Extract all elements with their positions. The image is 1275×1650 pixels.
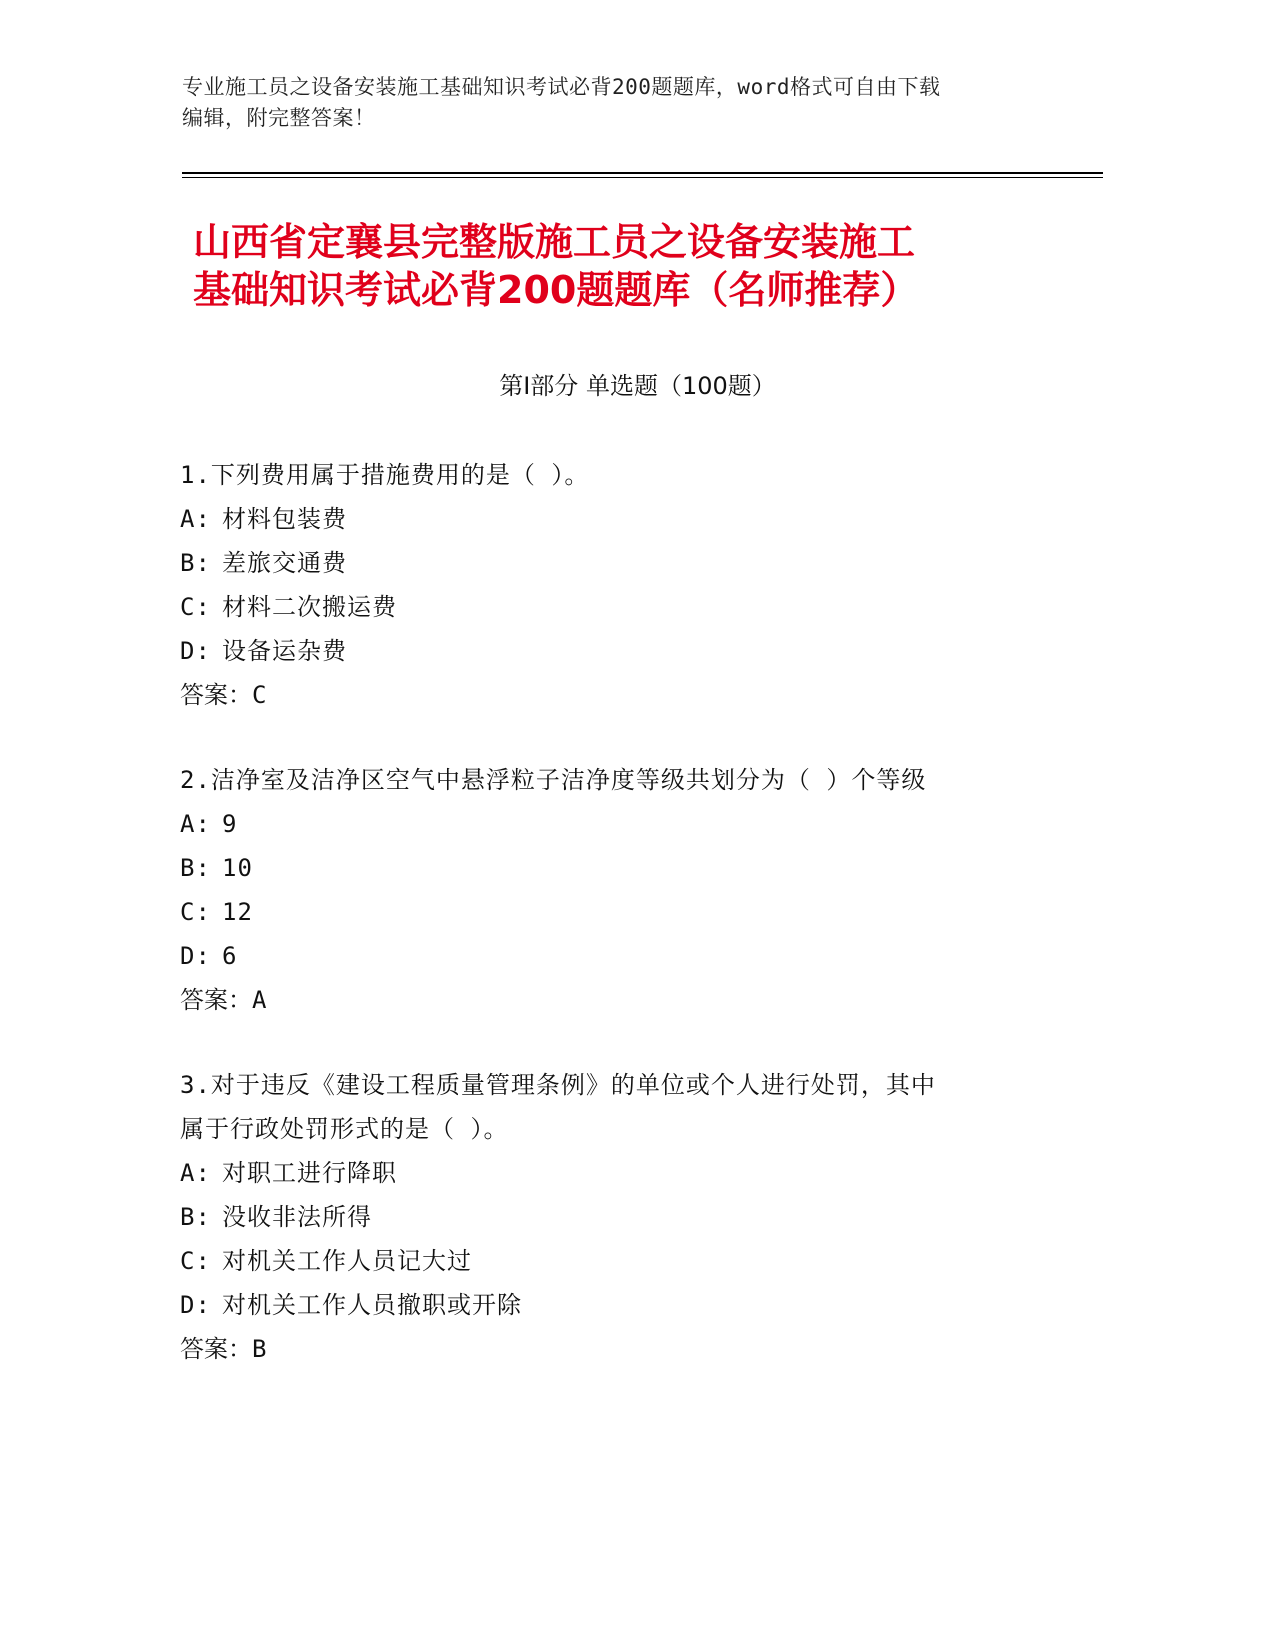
option-d xyxy=(180,629,1060,673)
header-rule-thick xyxy=(182,172,1103,174)
answer-value: C xyxy=(252,681,267,709)
option-d xyxy=(180,934,1060,978)
option-letter: B: xyxy=(180,549,211,577)
option-letter: A: xyxy=(180,1159,211,1187)
option-a xyxy=(180,802,1060,846)
option-text: 10 xyxy=(222,854,253,882)
option-letter: B: xyxy=(180,1203,211,1231)
option-letter: C: xyxy=(180,1247,211,1275)
option-c xyxy=(180,585,1060,629)
option-d xyxy=(180,1283,1060,1327)
option-letter: B: xyxy=(180,854,211,882)
option-text: 9 xyxy=(222,810,238,838)
header-rule-thin xyxy=(182,177,1103,178)
answer-line xyxy=(180,673,1060,717)
option-text: 差旅交通费 xyxy=(222,549,347,577)
answer-label: 答案： xyxy=(180,1335,252,1363)
question-3 xyxy=(180,1063,1060,1371)
question-2 xyxy=(180,758,1060,1022)
question-stem: 1.下列费用属于措施费用的是（ ）。 xyxy=(180,461,590,489)
option-b xyxy=(180,846,1060,890)
header-note-line-2: 编辑，附完整答案！ xyxy=(182,106,376,130)
option-letter: D: xyxy=(180,637,211,665)
option-letter: A: xyxy=(180,810,211,838)
header-note-line-1: 专业施工员之设备安装施工基础知识考试必背200题题库，word格式可自由下载 xyxy=(182,75,941,99)
option-text: 材料二次搬运费 xyxy=(222,593,397,621)
option-a xyxy=(180,497,1060,541)
option-text: 对职工进行降职 xyxy=(222,1159,397,1187)
question-stem: 2.洁净室及洁净区空气中悬浮粒子洁净度等级共划分为（ ）个等级 xyxy=(180,766,927,794)
answer-line xyxy=(180,1327,1060,1371)
document-title-line-1: 山西省定襄县完整版施工员之设备安装施工 xyxy=(193,220,916,264)
option-text: 6 xyxy=(222,942,238,970)
option-letter: C: xyxy=(180,593,211,621)
option-b xyxy=(180,1195,1060,1239)
option-text: 12 xyxy=(222,898,253,926)
question-1 xyxy=(180,453,1060,717)
option-text: 没收非法所得 xyxy=(222,1203,372,1231)
question-stem: 3.对于违反《建设工程质量管理条例》的单位或个人进行处罚，其中 xyxy=(180,1071,936,1099)
option-b xyxy=(180,541,1060,585)
question-stem-continued: 属于行政处罚形式的是（ ）。 xyxy=(180,1115,509,1143)
answer-value: B xyxy=(252,1335,267,1363)
option-c xyxy=(180,890,1060,934)
option-letter: D: xyxy=(180,1291,211,1319)
answer-line xyxy=(180,978,1060,1022)
option-text: 对机关工作人员撤职或开除 xyxy=(222,1291,522,1319)
answer-label: 答案： xyxy=(180,986,252,1014)
answer-label: 答案： xyxy=(180,681,252,709)
answer-value: A xyxy=(252,986,267,1014)
option-c xyxy=(180,1239,1060,1283)
option-text: 材料包装费 xyxy=(222,505,347,533)
option-a xyxy=(180,1151,1060,1195)
document-title-line-2: 基础知识考试必背200题题库（名师推荐） xyxy=(193,268,919,312)
document-title xyxy=(193,218,1093,314)
option-text: 对机关工作人员记大过 xyxy=(222,1247,472,1275)
option-text: 设备运杂费 xyxy=(222,637,347,665)
option-letter: A: xyxy=(180,505,211,533)
section-title: 第Ⅰ部分 单选题（100题） xyxy=(499,372,776,400)
option-letter: D: xyxy=(180,942,211,970)
option-letter: C: xyxy=(180,898,211,926)
header-note xyxy=(182,72,1062,134)
